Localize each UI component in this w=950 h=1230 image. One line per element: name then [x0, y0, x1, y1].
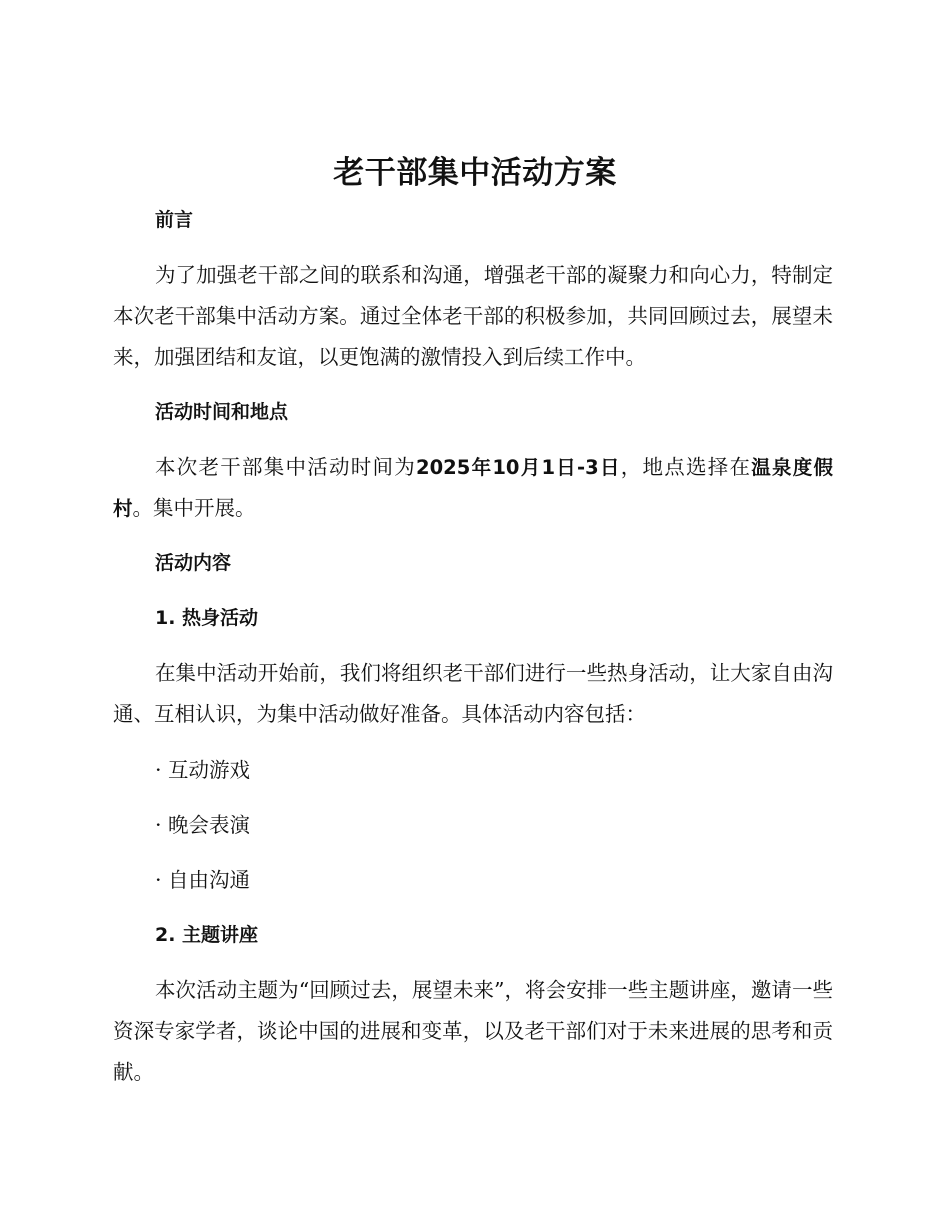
time-place-text-after: 。集中开展。 — [132, 496, 256, 520]
preface-paragraph: 为了加强老干部之间的联系和沟通，增强老干部的凝聚力和向心力，特制定本次老干部集中活动方案。通过全体老干部的积极参加，共同回顾过去，展望未来，加强团结和友谊，以更饱满的激情投入到后续工作中。 — [113, 263, 833, 369]
warmup-heading: 1. 热身活动 — [155, 607, 259, 629]
time-place-heading: 活动时间和地点 — [155, 401, 289, 423]
time-place-text-before: 本次老干部集中活动时间为 — [155, 455, 417, 479]
preface-heading: 前言 — [155, 209, 194, 231]
event-place: 温泉度假村 — [113, 456, 834, 520]
content-heading: 活动内容 — [155, 552, 232, 574]
time-place-paragraph — [113, 447, 833, 529]
document-body — [113, 200, 833, 1093]
warmup-paragraph: 在集中活动开始前，我们将组织老干部们进行一些热身活动，让大家自由沟通、互相认识，为集中活动做好准备。具体活动内容包括： — [113, 661, 833, 726]
time-place-text-middle: ，地点选择在 — [620, 455, 752, 479]
lecture-paragraph: 本次活动主题为“回顾过去，展望未来”，将会安排一些主题讲座，邀请一些资深专家学者，谈论中国的进展和变革，以及老干部们对于未来进展的思考和贡献。 — [113, 978, 833, 1084]
list-item: · 晚会表演 — [155, 813, 251, 837]
lecture-heading: 2. 主题讲座 — [155, 924, 259, 946]
list-item: · 互动游戏 — [155, 758, 251, 782]
event-date: 2025年10月1日-3日 — [416, 456, 621, 479]
list-item: · 自由沟通 — [155, 868, 251, 892]
document-title: 老干部集中活动方案 — [333, 155, 617, 191]
